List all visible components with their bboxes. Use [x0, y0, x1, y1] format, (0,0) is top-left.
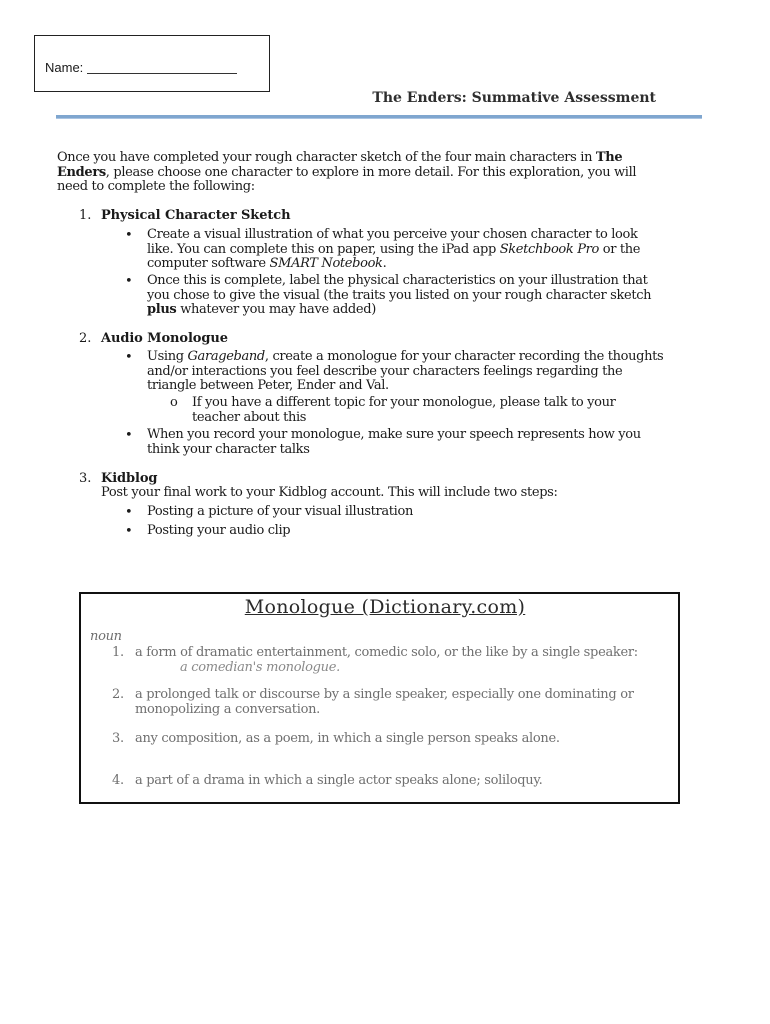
app-name: Sketchbook Pro: [499, 241, 599, 257]
definition-number: 3.: [112, 731, 124, 746]
software-name: SMART Notebook: [269, 256, 383, 271]
bullet-icon: •: [125, 228, 133, 243]
name-field[interactable]: [45, 60, 237, 75]
page-title: The Enders: Summative Assessment: [372, 90, 656, 106]
name-box: [34, 35, 270, 92]
task-heading-audio-monologue: Audio Monologue: [101, 331, 228, 346]
bullet-icon: •: [125, 505, 133, 520]
bullet-icon: •: [125, 524, 133, 539]
intro-line-2: [57, 166, 657, 181]
bullet-icon: •: [125, 428, 133, 443]
emphasis-text: plus: [147, 302, 177, 317]
name-underline[interactable]: [87, 73, 237, 74]
name-label: Name:: [45, 60, 84, 75]
intro-line-1: [57, 151, 657, 166]
header-divider: [56, 115, 702, 119]
task-1-bullet-1: Create a visual illustration of what you perceive your chosen character to look like. You can complete this on paper, using the iPad app Sketchbook Pro or the computer software SMART Notebook.: [147, 227, 641, 271]
task-3-bullet-2: Posting your audio clip: [147, 523, 291, 538]
sub-bullet-marker: o: [170, 395, 178, 410]
intro-paragraph: [57, 151, 657, 195]
part-of-speech: noun: [90, 629, 122, 644]
task-3-text: Post your final work to your Kidblog account. This will include two steps:: [101, 485, 558, 500]
intro-text: , please choose one character to explore in more detail. For this exploration, you will: [105, 164, 637, 180]
task-2-sub-bullet: If you have a different topic for your monologue, please talk to your teacher about this: [192, 395, 616, 425]
bullet-icon: •: [125, 350, 133, 365]
task-2-bullet-1: Using Garageband, create a monologue for your character recording the thoughts and/or interactions you feel describe your characters feelings regarding the triangle between Peter, Ender and Val.: [147, 349, 664, 393]
definition-number: 4.: [112, 773, 124, 788]
definition-number: 1.: [112, 645, 124, 660]
book-title-word: The: [595, 150, 623, 165]
task-3-bullet-1: Posting a picture of your visual illustration: [147, 504, 413, 519]
definition-number: 2.: [112, 687, 124, 702]
task-heading-kidblog: Kidblog: [101, 471, 158, 486]
app-name: Garageband: [187, 349, 265, 364]
task-number: 1.: [79, 208, 92, 223]
dictionary-title: Monologue (Dictionary.com): [244, 596, 526, 618]
task-number: 2.: [79, 331, 92, 346]
task-1-bullet-2: Once this is complete, label the physical characteristics on your illustration that you chose to give the visual (the traits you listed on your rough character sketch plus whatever you may have added): [147, 273, 652, 317]
definition-4: a part of a drama in which a single actor speaks alone; soliloquy.: [135, 773, 543, 788]
definition-example: a comedian's monologue.: [180, 659, 340, 675]
bullet-icon: •: [125, 274, 133, 289]
definition-1: a form of dramatic entertainment, comedic solo, or the like by a single speaker: a comedian's monologue.: [135, 646, 670, 675]
intro-line-3: need to complete the following:: [57, 179, 255, 194]
task-number: 3.: [79, 471, 92, 486]
task-heading-physical-sketch: Physical Character Sketch: [101, 208, 291, 223]
book-title-word: Enders: [57, 164, 106, 180]
definition-2: a prolonged talk or discourse by a single speaker, especially one dominating or monopolizing a conversation.: [135, 687, 634, 717]
definition-3: any composition, as a poem, in which a single person speaks alone.: [135, 731, 560, 746]
intro-text: Once you have completed your rough character sketch of the four main characters in: [57, 150, 593, 165]
task-2-bullet-2: When you record your monologue, make sure your speech represents how you think your character talks: [147, 427, 641, 457]
